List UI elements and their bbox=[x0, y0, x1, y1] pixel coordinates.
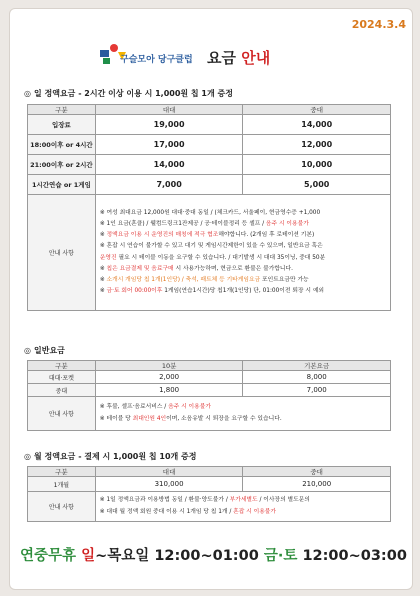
daedae-price: 19,000 bbox=[95, 115, 243, 135]
notes-row bbox=[28, 195, 391, 311]
note-line bbox=[100, 414, 386, 425]
note-highlight: 부가세별도 bbox=[229, 497, 258, 504]
table-row bbox=[28, 175, 391, 195]
price-10min: 1,800 bbox=[95, 384, 243, 397]
table-row bbox=[28, 384, 391, 397]
note-text: ※ bbox=[99, 232, 107, 239]
price-base: 7,000 bbox=[243, 384, 391, 397]
table-header-row bbox=[28, 105, 391, 115]
header-category: 구분 bbox=[28, 467, 96, 477]
notes-row bbox=[28, 397, 391, 431]
notes-row bbox=[28, 492, 391, 522]
section-general-title-text: 일반요금 bbox=[33, 346, 65, 355]
monthly-price-table bbox=[27, 466, 391, 522]
business-hours bbox=[20, 544, 407, 565]
note-highlight: 금·토 회어 00:00이후 bbox=[106, 288, 163, 295]
row-label: 1개월 bbox=[28, 477, 96, 492]
date-label: 2024.3.4 bbox=[351, 18, 406, 31]
note-text: / 이사장의 별도문의 bbox=[257, 497, 310, 504]
note-text: ※ 테이블 당 bbox=[99, 415, 133, 422]
section-monthly-title-text: 월 정액요금 - 결제 시 1,000원 칩 10개 증정 bbox=[33, 452, 197, 461]
header-daedae: 대대 bbox=[95, 467, 243, 477]
price-10min: 2,000 bbox=[95, 371, 243, 384]
note-text: ※ 1일 정액요금과 이용방법 동일 / 환불·양도불가 / bbox=[99, 497, 230, 504]
row-label: 1시간연습 or 1게임 bbox=[28, 175, 96, 195]
note-line bbox=[100, 495, 386, 506]
note-text: 해야합니다. (2개임 후 로테이션 기본) bbox=[218, 232, 315, 239]
note-text: ※ bbox=[99, 288, 107, 295]
jungdae-price: 12,000 bbox=[243, 135, 391, 155]
note-text: 필요 시 테이블 이동을 요구할 수 있습니다. / 대기발생 시 대대 35이닝, 중대 50분 bbox=[116, 254, 326, 261]
note-highlight: 음주 시 이용불가 bbox=[168, 404, 211, 411]
header-jungdae: 중대 bbox=[243, 467, 391, 477]
daedae-price: 14,000 bbox=[95, 155, 243, 175]
section-monthly-title bbox=[24, 451, 197, 462]
header-jungdae: 중대 bbox=[243, 105, 391, 115]
note-highlight: 최대인원 4인 bbox=[132, 415, 167, 422]
table-row bbox=[28, 477, 391, 492]
general-price-table bbox=[27, 360, 391, 431]
note-line bbox=[100, 402, 386, 413]
row-label: 대대·포켓 bbox=[28, 371, 96, 384]
note-text: 포인트요금만 가능 bbox=[260, 276, 309, 283]
row-label: 입장료 bbox=[28, 115, 96, 135]
daedae-price: 17,000 bbox=[95, 135, 243, 155]
notes-label: 안내 사항 bbox=[28, 397, 96, 431]
header-base: 기본요금 bbox=[243, 361, 391, 371]
header-category: 구분 bbox=[28, 361, 96, 371]
page-title bbox=[207, 47, 270, 68]
jungdae-price: 210,000 bbox=[243, 477, 391, 492]
note-text: ※ bbox=[99, 276, 107, 283]
jungdae-price: 10,000 bbox=[243, 155, 391, 175]
section-general-title bbox=[24, 345, 65, 356]
table-row bbox=[28, 371, 391, 384]
jungdae-price: 5,000 bbox=[243, 175, 391, 195]
weekday-hours: ~목요일 12:00~01:00 bbox=[95, 548, 259, 564]
note-line bbox=[100, 253, 386, 264]
row-label: 21:00이후 or 2시간 bbox=[28, 155, 96, 175]
note-text: ※ 대대 월 정액 회원 중대 이용 시 1개임 당 칩 1개 / bbox=[99, 508, 234, 515]
note-text: 시 사용가능하며, 현금으로 환불은 불가합니다. bbox=[173, 265, 293, 272]
row-label: 중대 bbox=[28, 384, 96, 397]
table-row bbox=[28, 155, 391, 175]
note-line bbox=[100, 219, 386, 230]
note-highlight: 정액요금 이용 시 운영진의 매칭에 적극 협조 bbox=[106, 232, 219, 239]
note-text: 1게임(연습1시간)당 칩1개(1인당) 단, 01:00이전 퇴장 시 예외 bbox=[162, 288, 325, 295]
notes-cell bbox=[95, 195, 390, 311]
header-daedae: 대대 bbox=[95, 105, 243, 115]
note-line bbox=[100, 264, 386, 275]
table-row bbox=[28, 135, 391, 155]
note-text: ※ 여성 최대요금 12,000원 대대·중대 동일 / (체크카드, 서울페이, 현금영수증 +1,000 bbox=[99, 209, 321, 216]
note-line bbox=[100, 275, 386, 286]
jungdae-price: 14,000 bbox=[243, 115, 391, 135]
notes-label: 안내 사항 bbox=[28, 492, 96, 522]
note-text: 이며, 소음유발 시 퇴장을 요구할 수 있습니다. bbox=[166, 415, 282, 422]
daily-price-table bbox=[27, 104, 391, 311]
note-highlight: 소개시 개임당 칩 1개(1인당) / 축석, 패트체 등 기타게임요금 bbox=[106, 276, 261, 283]
note-highlight: 운영진 bbox=[99, 254, 117, 261]
notes-label: 안내 사항 bbox=[28, 195, 96, 311]
note-line bbox=[100, 507, 386, 518]
notes-cell bbox=[95, 397, 390, 431]
weekday-start: 일 bbox=[81, 548, 96, 564]
section-bullet-icon: ◎ bbox=[24, 452, 31, 461]
section-bullet-icon: ◎ bbox=[24, 346, 31, 355]
note-line bbox=[100, 208, 386, 219]
weekend-hours: 12:00~03:00 bbox=[302, 548, 407, 564]
brand-name: 구슬모아 당구클럽 bbox=[120, 55, 193, 65]
title-main: 요금 bbox=[207, 49, 236, 67]
daedae-price: 7,000 bbox=[95, 175, 243, 195]
table-header-row bbox=[28, 467, 391, 477]
header-10min: 10분 bbox=[95, 361, 243, 371]
notes-cell bbox=[95, 492, 390, 522]
note-line bbox=[100, 241, 386, 252]
note-text: ※ 후불, 셀프·음료서비스 / bbox=[99, 404, 169, 411]
daedae-price: 310,000 bbox=[95, 477, 243, 492]
section-bullet-icon: ◎ bbox=[24, 89, 31, 98]
note-text: ※ 혼잡 시 연습이 불가할 수 있고 대기 및 게임시간제한이 있을 수 있으며, 일반요금 혹은 bbox=[99, 243, 323, 250]
row-label: 18:00이후 or 4시간 bbox=[28, 135, 96, 155]
title-accent: 안내 bbox=[241, 49, 271, 67]
note-highlight: 칩은 요금결제 및 음료구매 bbox=[106, 265, 174, 272]
section-daily-title bbox=[24, 88, 233, 99]
header-category: 구분 bbox=[28, 105, 96, 115]
note-highlight: 음주 시 이용불가 bbox=[265, 220, 309, 227]
note-line bbox=[100, 286, 386, 297]
weekend-days: 금·토 bbox=[263, 548, 298, 564]
closed-label: 연중무휴 bbox=[20, 548, 77, 564]
section-daily-title-text: 일 정액요금 - 2시간 이상 이용 시 1,000원 칩 1개 증정 bbox=[33, 89, 233, 98]
table-row bbox=[28, 115, 391, 135]
note-line bbox=[100, 230, 386, 241]
price-base: 8,000 bbox=[243, 371, 391, 384]
table-header-row bbox=[28, 361, 391, 371]
note-text: ※ 1인 요금(혼클) / 웰컴드링크1잔제공 / 공·테이블정리 등 셀프 / bbox=[99, 220, 266, 227]
note-text: ※ bbox=[99, 265, 107, 272]
note-highlight: 혼잡 시 이용불가 bbox=[233, 508, 277, 515]
